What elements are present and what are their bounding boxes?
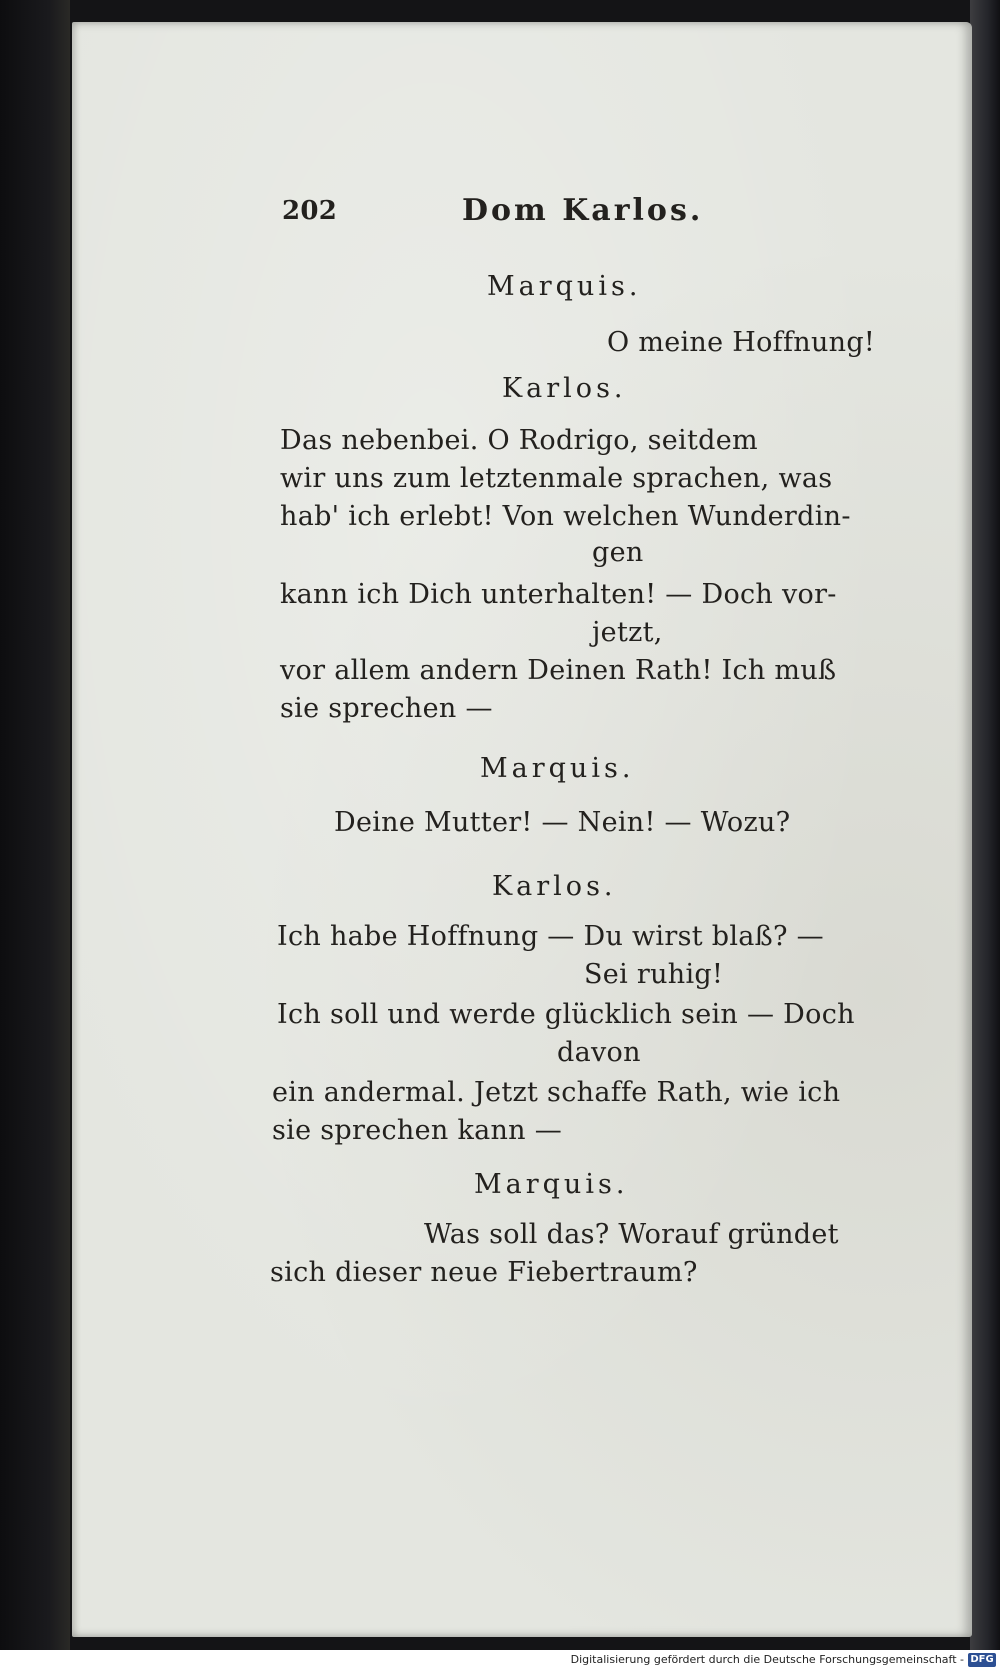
verse-turnover: gen <box>592 537 644 568</box>
footer-credit: Digitalisierung gefördert durch die Deutsche Forschungsgemeinschaft - <box>570 1653 964 1666</box>
running-head: Dom Karlos. <box>462 193 704 228</box>
verse-line: Ich habe Hoffnung — Du wirst blaß? — <box>277 921 824 952</box>
speaker-label: Karlos. <box>492 871 617 902</box>
verse-line: hab' ich erlebt! Von welchen Wunderdin- <box>280 501 851 532</box>
dfg-logo: DFG <box>968 1653 996 1667</box>
speaker-label: Karlos. <box>502 373 627 404</box>
verse-line: sie sprechen — <box>280 693 493 724</box>
digitization-footer <box>0 1650 1000 1670</box>
verse-line: vor allem andern Deinen Rath! Ich muß <box>280 655 837 686</box>
book-binding-left <box>0 0 70 1650</box>
verse-line: Ich soll und werde glücklich sein — Doch <box>277 999 855 1030</box>
verse-line: wir uns zum letztenmale sprachen, was <box>280 463 833 494</box>
verse-line: Was soll das? Worauf gründet <box>424 1219 839 1250</box>
verse-turnover: Sei ruhig! <box>584 959 724 990</box>
verse-line: sich dieser neue Fiebertraum? <box>270 1257 698 1288</box>
speaker-label: Marquis. <box>487 271 642 302</box>
verse-line: ein andermal. Jetzt schaffe Rath, wie ich <box>272 1077 841 1108</box>
verse-turnover: jetzt, <box>592 617 663 648</box>
verse-line: kann ich Dich unterhalten! — Doch vor- <box>280 579 837 610</box>
page-number: 202 <box>282 196 338 226</box>
page-text <box>72 22 972 1637</box>
speaker-label: Marquis. <box>480 753 635 784</box>
book-binding-right <box>970 0 1000 1650</box>
verse-line: Das nebenbei. O Rodrigo, seitdem <box>280 425 758 456</box>
verse-line: sie sprechen kann — <box>272 1115 563 1146</box>
speaker-label: Marquis. <box>474 1169 629 1200</box>
book-page <box>72 22 972 1637</box>
verse-line: O meine Hoffnung! <box>607 327 876 358</box>
verse-turnover: davon <box>557 1037 641 1068</box>
verse-line: Deine Mutter! — Nein! — Wozu? <box>334 807 791 838</box>
